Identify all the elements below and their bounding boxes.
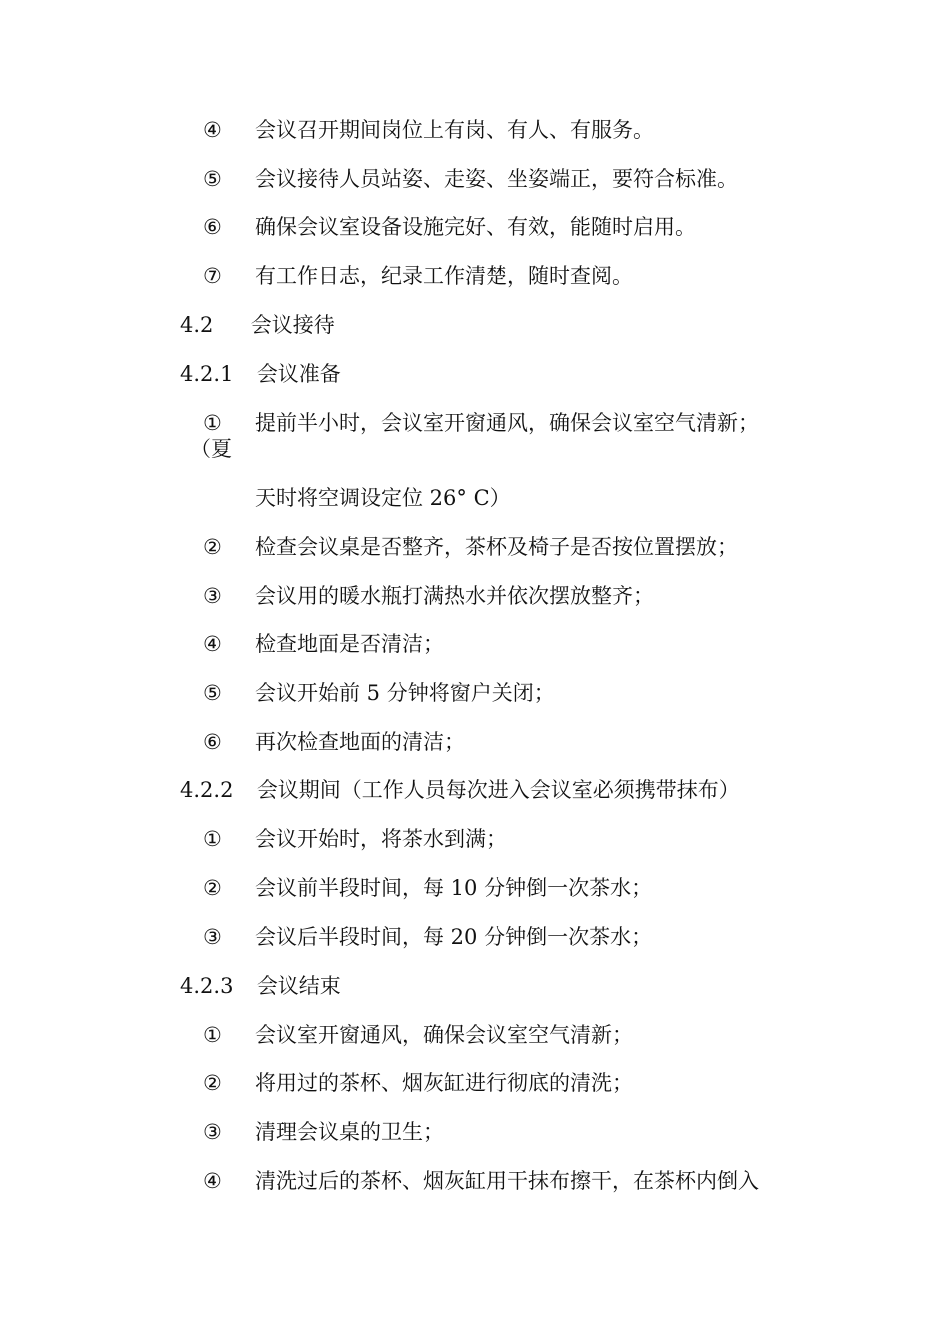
item-text: 确保会议室设备设施完好、有效，能随时启用。 (255, 215, 696, 239)
item-text: 有工作日志，纪录工作清楚，随时查阅。 (255, 264, 633, 288)
item-text: 会议用的暖水瓶打满热水并依次摆放整齐； (255, 584, 654, 608)
item-text-wrap: （夏 (190, 437, 232, 461)
item-marker: ① (203, 1023, 222, 1047)
item-text: 提前半小时，会议室开窗通风，确保会议室空气清新； (255, 411, 759, 435)
item-text-continuation: 天时将空调设定位 26° C） (255, 486, 511, 510)
item-marker: ① (203, 827, 222, 851)
item-marker: ② (203, 1071, 222, 1095)
section-title: 会议结束 (256, 974, 341, 998)
item-marker: ③ (203, 1120, 222, 1144)
section-heading-4-2-1 (180, 360, 341, 388)
item-text: 会议开始时，将茶水到满； (255, 827, 507, 851)
item-marker: ⑤ (203, 167, 222, 191)
item-text: 将用过的茶杯、烟灰缸进行彻底的清洗； (255, 1071, 633, 1095)
item-marker: ④ (203, 118, 222, 142)
item-text: 会议室开窗通风，确保会议室空气清新； (255, 1023, 633, 1047)
item-text: 清洗过后的茶杯、烟灰缸用干抹布擦干，在茶杯内倒入 (255, 1169, 759, 1193)
section-number: 4.2.2 (180, 778, 234, 802)
section-number: 4.2.1 (180, 362, 234, 386)
item-marker: ③ (203, 925, 222, 949)
item-marker: ④ (203, 1169, 222, 1193)
item-text: 会议接待人员站姿、走姿、坐姿端正，要符合标准。 (255, 167, 738, 191)
section-heading-4-2-2 (180, 776, 740, 804)
item-marker: ⑥ (203, 730, 222, 754)
item-marker: ① (203, 411, 222, 435)
section-heading-4-2-3 (180, 972, 341, 1000)
item-text: 会议后半段时间，每 20 分钟倒一次茶水； (255, 925, 653, 949)
item-text: 检查地面是否清洁； (255, 632, 444, 656)
item-marker: ⑤ (203, 681, 222, 705)
item-text: 再次检查地面的清洁； (255, 730, 465, 754)
item-text: 会议前半段时间，每 10 分钟倒一次茶水； (255, 876, 653, 900)
item-marker: ⑥ (203, 215, 222, 239)
item-text: 清理会议桌的卫生； (255, 1120, 444, 1144)
item-marker: ② (203, 876, 222, 900)
section-number: 4.2.3 (180, 974, 234, 998)
section-title: 会议准备 (256, 362, 341, 386)
section-title: 会议期间（工作人员每次进入会议室必须携带抹布） (256, 778, 740, 802)
item-marker: ⑦ (203, 264, 222, 288)
item-text: 会议召开期间岗位上有岗、有人、有服务。 (255, 118, 654, 142)
section-number: 4.2 (180, 313, 214, 337)
item-text: 检查会议桌是否整齐，茶杯及椅子是否按位置摆放； (255, 535, 738, 559)
section-title: 会议接待 (250, 313, 335, 337)
item-text: 会议开始前 5 分钟将窗户关闭； (255, 681, 555, 705)
section-heading-4-2 (180, 311, 335, 339)
item-marker: ③ (203, 584, 222, 608)
item-marker: ② (203, 535, 222, 559)
item-marker: ④ (203, 632, 222, 656)
